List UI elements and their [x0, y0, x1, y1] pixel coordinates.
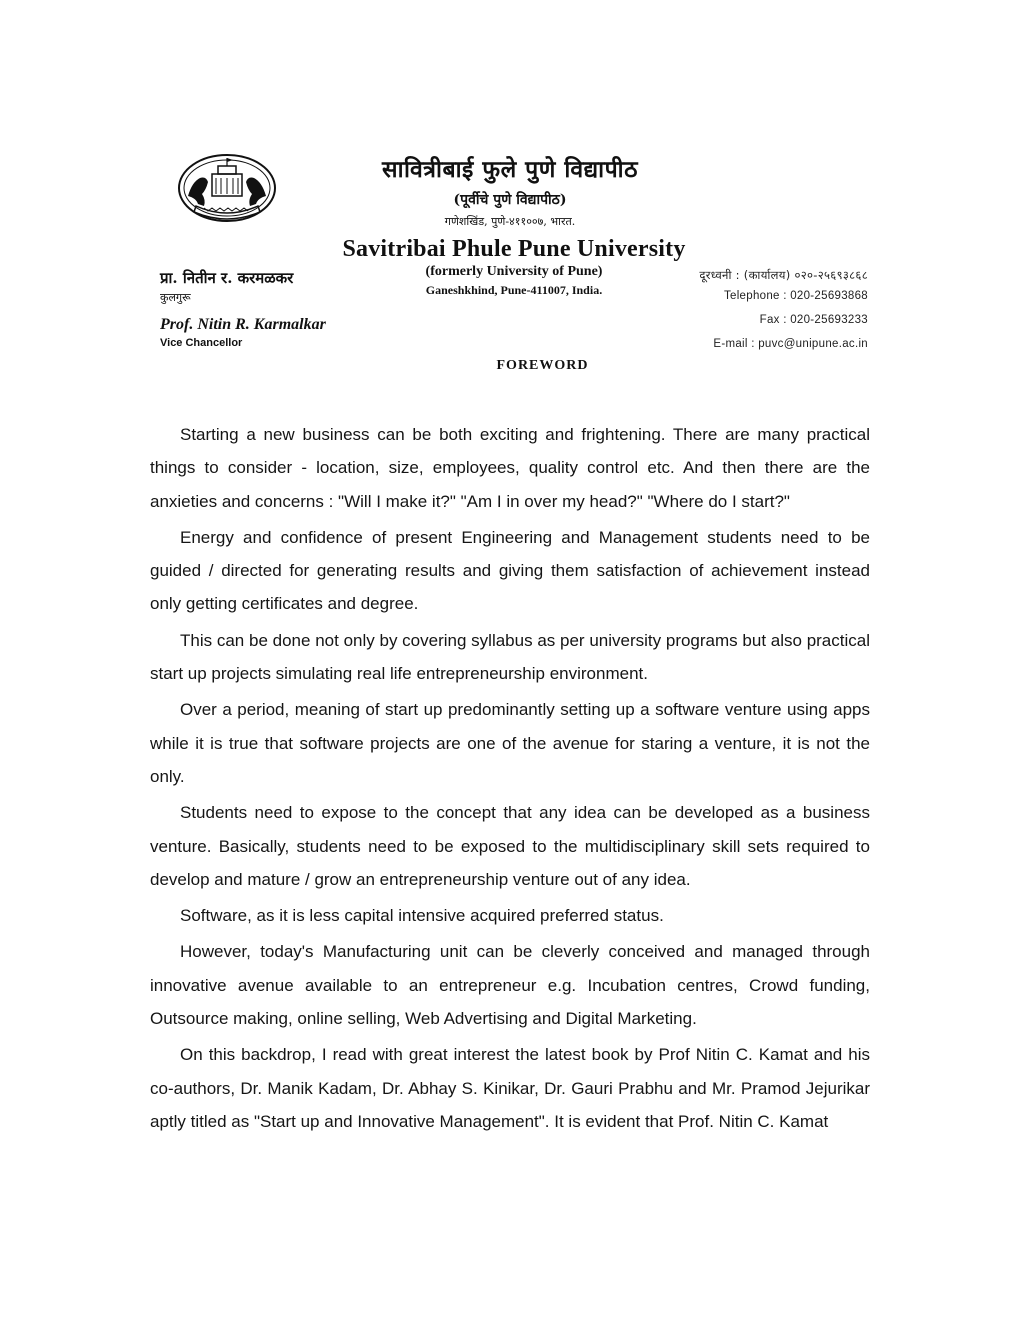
address-english: Ganeshkhind, Pune-411007, India. — [425, 283, 603, 297]
vc-name-english: Prof. Nitin R. Karmalkar — [160, 316, 326, 333]
university-name-marathi: सावित्रीबाई फुले पुणे विद्यापीठ — [382, 156, 638, 183]
paragraph: Energy and confidence of present Engineering and Management students need to be guided / directed for generating results and giving them satisfaction of achievement instead only getting certificates and degree. — [150, 527, 870, 614]
vc-title-english: Vice Chancellor — [160, 337, 243, 349]
paragraph: Starting a new business can be both exciting and frightening. There are many practical things to consider - location, size, employees, quality control etc. And then there are the anxieties and concerns : "Will I make it?" "Am I in over my head?" "Where do I start?" — [150, 425, 870, 511]
phone-marathi: दूरध्वनी : (कार्यालय) ०२०-२५६९३८६८ — [699, 268, 868, 282]
fax: Fax : 020-25693233 — [759, 314, 868, 326]
paragraph: This can be done not only by covering syllabus as per university programs but also practical start up projects simulating real life entrepreneurship environment. — [150, 630, 870, 684]
paragraph: Students need to expose to the concept that any idea can be developed as a business venture. Basically, students need to be exposed to the multidisciplinary skill sets required to develop and mature / grow an entrepreneurship venture out of any idea. — [150, 803, 870, 889]
vc-title-marathi: कुलगुरू — [160, 291, 191, 304]
email: E-mail : puvc@unipune.ac.in — [713, 338, 868, 350]
foreword-body — [150, 418, 870, 1141]
university-name-english: Savitribai Phule Pune University — [342, 236, 686, 262]
paragraph: On this backdrop, I read with great interest the latest book by Prof Nitin C. Kamat and his co-authors, Dr. Manik Kadam, Dr. Abhay S. Kinikar, Dr. Gauri Prabhu and Mr. Pramod Jejurikar aptly titled as "Start up and Innovative Management". It is evident that Prof. Nitin C. Kamat — [150, 1045, 870, 1131]
paragraph: Software, as it is less capital intensive acquired preferred status. — [180, 906, 664, 926]
document-heading: FOREWORD — [496, 358, 589, 373]
university-seal-icon — [174, 150, 280, 230]
paragraph: However, today's Manufacturing unit can be cleverly conceived and managed through innovative avenue available to an entrepreneur e.g. Incubation centres, Crowd funding, Outsource making, online selling, Web Advertising and Digital Marketing. — [150, 942, 870, 1029]
paragraph: Over a period, meaning of start up predominantly setting up a software venture using apps while it is true that software projects are one of the avenue for staring a venture, it is not the only. — [150, 700, 870, 786]
vc-name-marathi: प्रा. नितीन र. करमळकर — [160, 269, 294, 287]
address-marathi: गणेशखिंड, पुणे-४११००७, भारत. — [444, 215, 576, 228]
former-name-english: (formerly University of Pune) — [425, 264, 603, 279]
telephone: Telephone : 020-25693868 — [723, 290, 868, 302]
former-name-marathi: (पूर्वीचे पुणे विद्यापीठ) — [453, 192, 567, 208]
